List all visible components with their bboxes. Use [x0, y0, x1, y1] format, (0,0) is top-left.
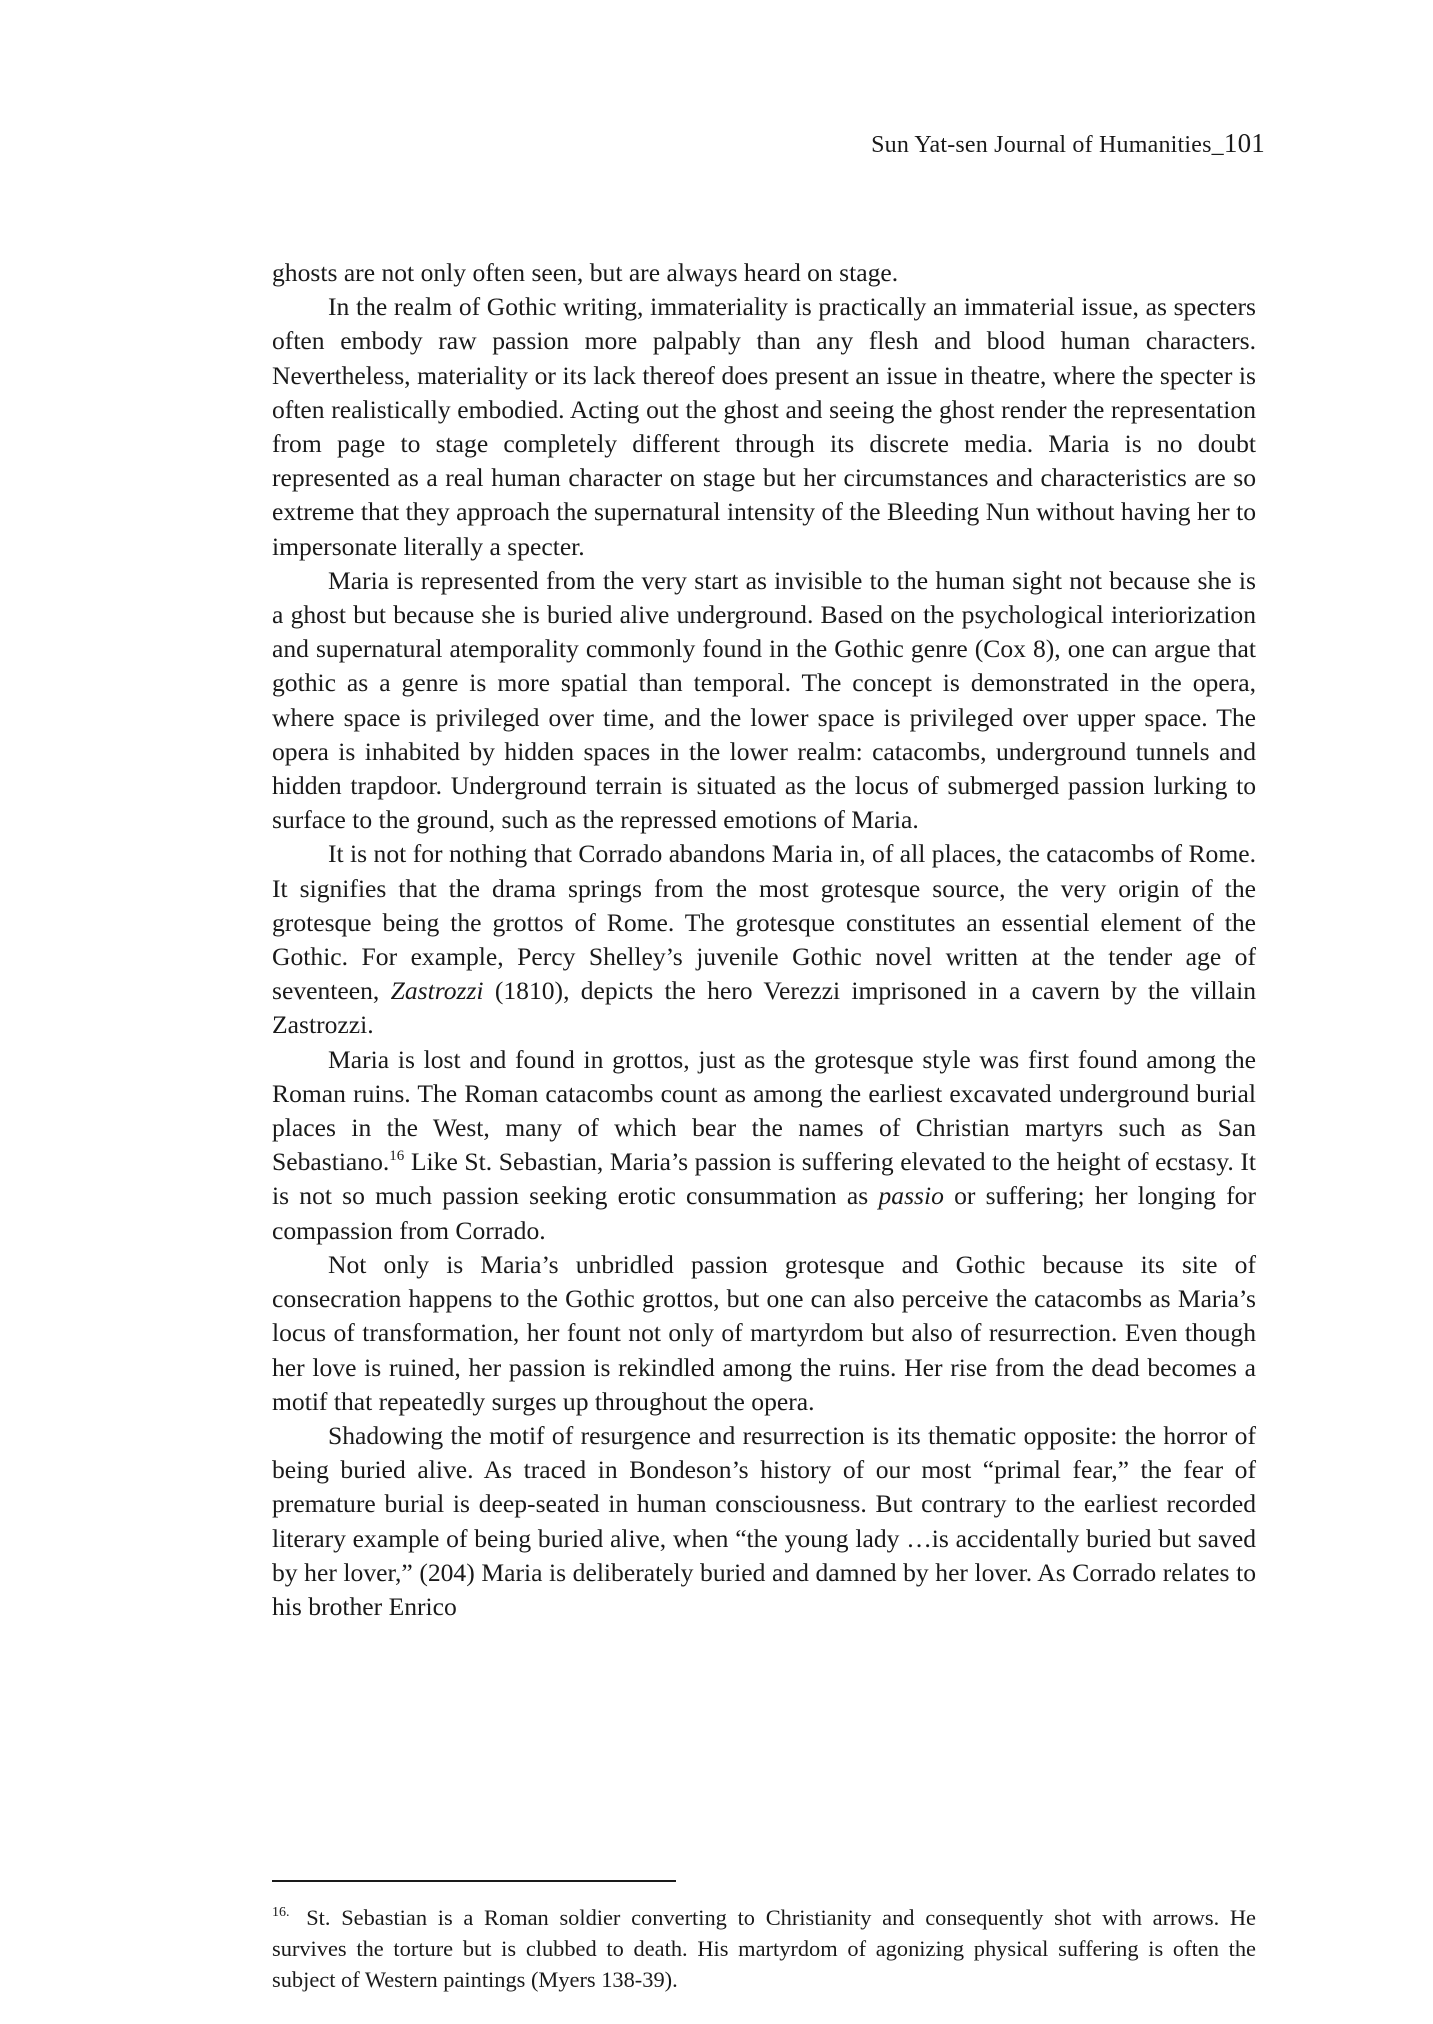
paragraph-text: Maria is lost and found in grottos, just as the grotesque style was first found among the Roman ruins. The Roman catacombs count as among the earliest excavated underground burial places in the West, many of which bear the names of Christian martyrs such as San Sebastiano.: [272, 1044, 1256, 1177]
footnote-16: [272, 1902, 1256, 1995]
paragraph-text: Maria is represented from the very start as invisible to the human sight not because she is a ghost but because she is buried alive underground. Based on the psychological interiorization and supernatural atemporality commonly found in the Gothic genre (Cox 8), one can argue that gothic as a genre is more spatial than temporal. The concept is demonstrated in the opera, where space is privileged over time, and the lower space is privileged over upper space. The opera is inhabited by hidden spaces in the lower realm: catacombs, underground tunnels and hidden trapdoor. Underground terrain is situated as the locus of submerged passion lurking to surface to the ground, such as the repressed emotions of Maria.: [272, 565, 1256, 835]
paragraph: [272, 1043, 1256, 1248]
paragraph: [272, 564, 1256, 838]
footnote-text: St. Sebastian is a Roman soldier converting to Christianity and consequently shot with arrows. He survives the torture but is clubbed to death. His martyrdom of agonizing physical suffering is often the subject of Western paintings (Myers 138-39).: [272, 1905, 1256, 1992]
paragraph-text: In the realm of Gothic writing, immateriality is practically an immaterial issue, as specters often embody raw passion more palpably than any flesh and blood human characters. Nevertheless, materiality or its lack thereof does present an issue in theatre, where the specter is often realistically embodied. Acting out the ghost and seeing the ghost render the representation from page to stage completely different through its discrete media. Maria is no doubt represented as a real human character on stage but her circumstances and characteristics are so extreme that they approach the supernatural intensity of the Bleeding Nun without having her to impersonate literally a specter.: [272, 292, 1256, 561]
footnote-separator: [272, 1880, 676, 1882]
italic-text: passio: [878, 1181, 944, 1211]
italic-text: Zastrozzi: [390, 976, 484, 1006]
journal-title: Sun Yat-sen Journal of Humanities_: [871, 132, 1224, 158]
paragraph: [272, 837, 1256, 1042]
page-number: 101: [1223, 128, 1265, 158]
paragraph-text: or suffering; her longing for compassion from Corrado.: [272, 1181, 1256, 1245]
footnote: [272, 1902, 1256, 1995]
paragraph: [272, 290, 1256, 564]
paragraph: [272, 1248, 1256, 1419]
paragraph-text: Shadowing the motif of resurgence and resurrection is its thematic opposite: the horror of being buried alive. As traced in Bondeson’s history of our most “primal fear,” the fear of premature burial is deep-seated in human consciousness. But contrary to the earliest recorded literary example of being buried alive, when “the young lady …is accidentally buried but saved by her lover,” (204) Maria is deliberately buried and damned by her lover. As Corrado relates to his brother Enrico: [272, 1420, 1256, 1621]
running-header: [871, 128, 1265, 159]
body-text: [272, 256, 1256, 1624]
paragraph-text: Not only is Maria’s unbridled passion grotesque and Gothic because its site of consecration happens to the Gothic grottos, but one can also perceive the catacombs as Maria’s locus of transformation, her fount not only of martyrdom but also of resurrection. Even though her love is ruined, her passion is rekindled among the ruins. Her rise from the dead becomes a motif that repeatedly surges up throughout the opera.: [272, 1249, 1256, 1416]
paragraph-text: It is not for nothing that Corrado abandons Maria in, of all places, the catacombs of Rome. It signifies that the drama springs from the most grotesque source, the very origin of the grotesque being the grottos of Rome. The grotesque constitutes an essential element of the Gothic. For example, Percy Shelley’s juvenile Gothic novel written at the tender age of seventeen,: [272, 839, 1256, 1006]
footnote-number: 16.: [272, 1905, 290, 1920]
paragraph: [272, 256, 1256, 290]
paragraph-text: ghosts are not only often seen, but are always heard on stage.: [272, 258, 899, 287]
paragraph: [272, 1419, 1256, 1624]
paragraph-text: Like St. Sebastian, Maria’s passion is suffering elevated to the height of ecstasy. It is not so much passion seeking erotic consummation as: [272, 1147, 1256, 1211]
footnote-marker: 16: [389, 1148, 405, 1165]
paragraph-text: (1810), depicts the hero Verezzi imprisoned in a cavern by the villain Zastrozzi.: [272, 976, 1256, 1040]
